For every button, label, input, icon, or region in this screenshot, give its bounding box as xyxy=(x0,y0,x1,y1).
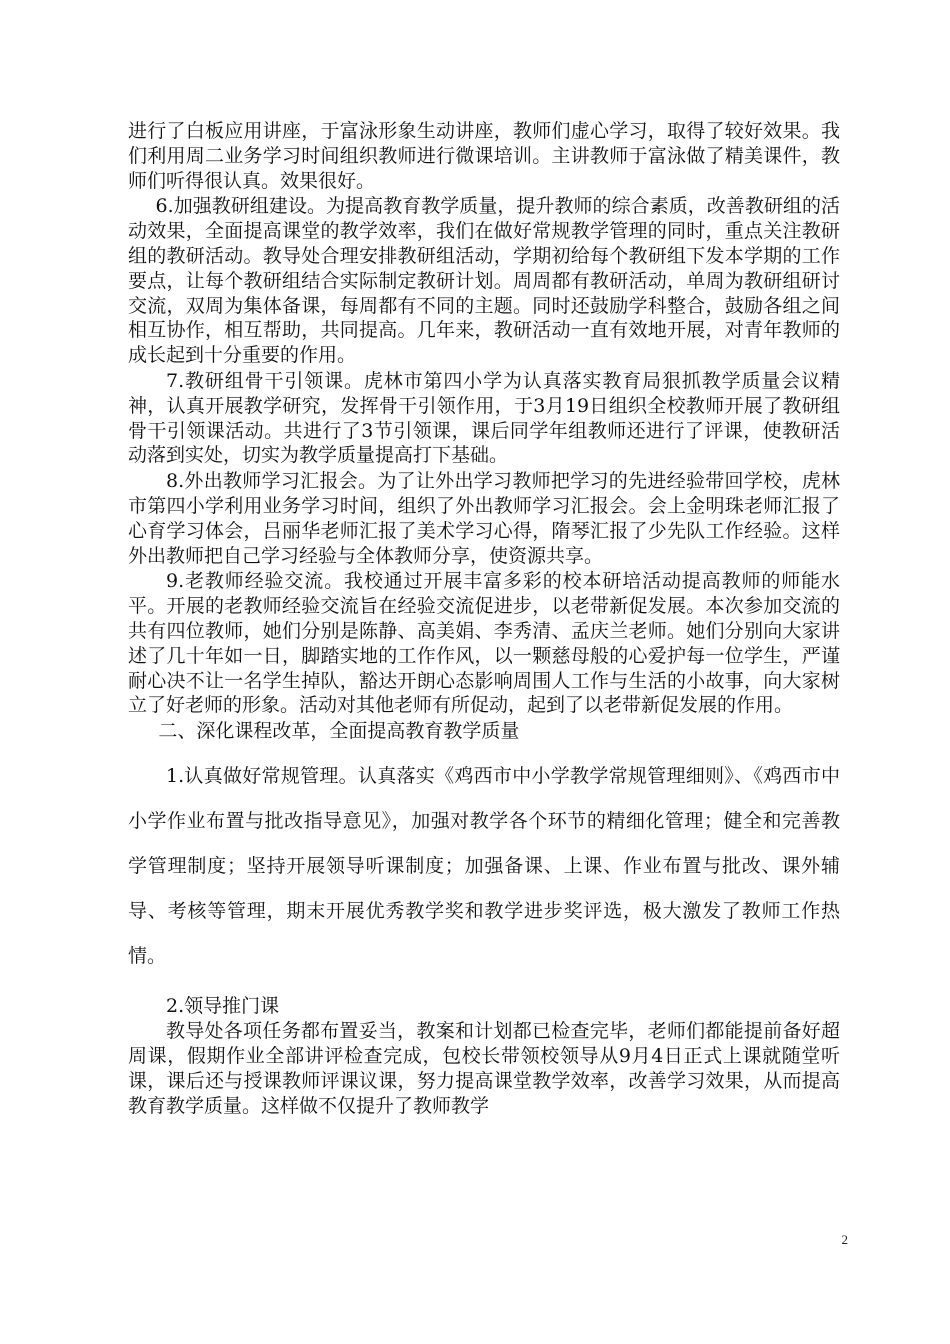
page-number: 2 xyxy=(841,1232,848,1247)
paragraph-routine-management: 1.认真做好常规管理。认真落实《鸡西市中小学教学常规管理细则》、《鸡西市中小学作业布置与批改指导意见》，加强对教学各个环节的精细化管理；健全和完善教学管理制度；坚持开展领导听课制度；加强备课、上课、作业布置与批改、课外辅导、考核等管理，期末开展优秀教学奖和教学进步奖评选，极大激发了教师工作热情。 xyxy=(128,765,840,968)
paragraph-item-7: 7.教研组骨干引领课。虎林市第四小学为认真落实教育局狠抓教学质量会议精神，认真开展教学研究，发挥骨干引领作用，于3月19日组织全校教师开展了教研组骨干引领课活动。共进行了3节引领课，课后同学年组教师还进行了评课，使教研活动落到实处，切实为教学质量提高打下基础。 xyxy=(128,369,840,467)
paragraph-item-9: 9.老教师经验交流。我校通过开展丰富多彩的校本研培活动提高教师的师能水平。开展的老教师经验交流旨在经验交流促进步，以老带新促发展。本次参加交流的共有四位教师，她们分别是陈静、高美娟、李秀清、孟庆兰老师。她们分别向大家讲述了几十年如一日，脚踏实地的工作作风，以一颗慈母般的心爱护每一位学生，严谨耐心决不让一名学生掉队，豁达开朗心态影响周围人工作与生活的小故事，向大家树立了好老师的形象。活动对其他老师有所促动，起到了以老带新促发展的作用。 xyxy=(128,570,840,717)
paragraph-item-8: 8.外出教师学习汇报会。为了让外出学习教师把学习的先进经验带回学校，虎林市第四小学利用业务学习时间，组织了外出教师学习汇报会。会上金明珠老师汇报了心育学习体会，吕丽华老师汇报了美术学习心得，隋琴汇报了少先队工作经验。这样外出教师把自己学习经验与全体教师分享，使资源共享。 xyxy=(128,470,840,567)
paragraph-continuation: 进行了白板应用讲座，于富泳形象生动讲座，教师们虚心学习，取得了较好效果。我们利用周二业务学习时间组织教师进行微课培训。主讲教师于富泳做了精美课件，教师们听得很认真。效果很好。 xyxy=(128,120,840,192)
paragraph-leadership-visits: 教导处各项任务都布置妥当，教案和计划都已检查完毕，老师们都能提前备好超周课，假期作业全部讲评检查完成，包校长带领校领导从9月4日正式上课就随堂听课，课后还与授课教师评课议课，努力提高课堂教学效率，改善学习效果，从而提高教育教学质量。这样做不仅提升了教师教学 xyxy=(128,1020,840,1117)
section-heading: 二、深化课程改革，全面提高教育教学质量 xyxy=(158,720,520,743)
paragraph-item-6: 6.加强教研组建设。为提高教育教学质量，提升教师的综合素质，改善教研组的活动效果，全面提高课堂的教学效率，我们在做好常规教学管理的同时，重点关注教研组的教研活动。教导处合理安排教研组活动，学期初给每个教研组下发本学期的工作要点，让每个教研组结合实际制定教研计划。周周都有教研活动，单周为教研组研讨交流，双周为集体备课，每周都有不同的主题。同时还鼓励学科整合，鼓励各组之间相互协作，相互帮助，共同提高。几年来，教研活动一直有效地开展，对青年教师的成长起到十分重要的作用。 xyxy=(128,195,840,367)
subheading-leadership-visits: 2.领导推门课 xyxy=(166,995,280,1018)
page-body xyxy=(128,119,840,1118)
